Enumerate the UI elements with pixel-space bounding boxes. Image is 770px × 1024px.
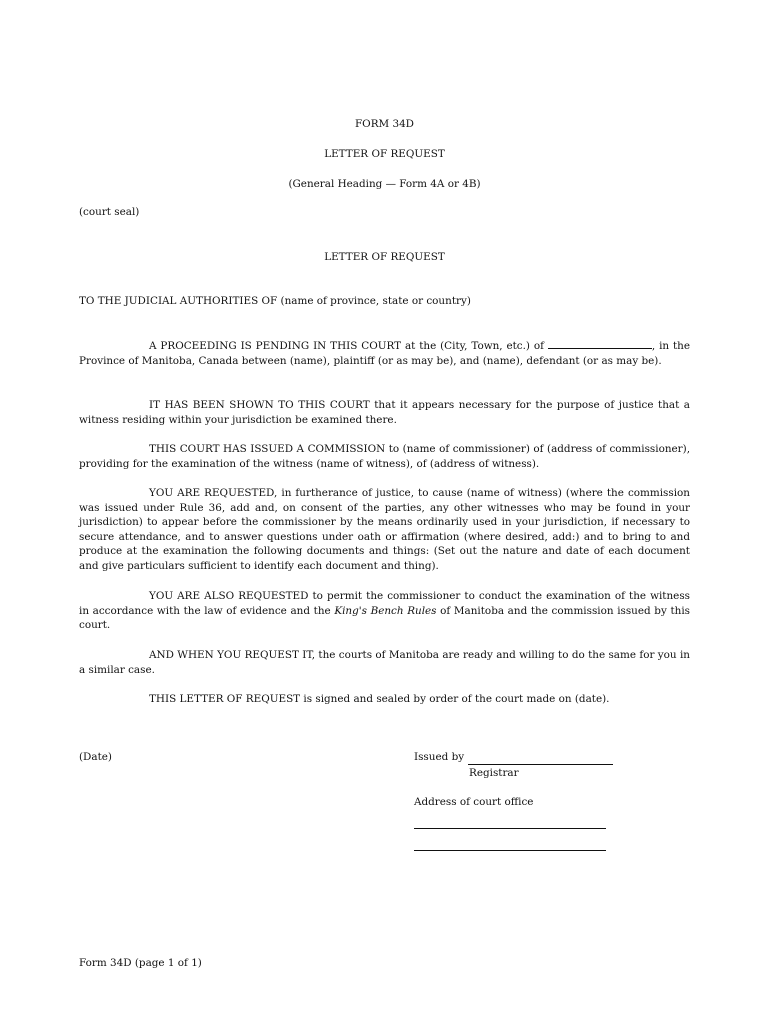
form-number: FORM 34D <box>354 118 415 130</box>
paragraph-shown: IT HAS BEEN SHOWN TO THIS COURT that it appears necessary for the purpose of justice that a witness residing within your jurisdiction be examined there. <box>79 399 690 426</box>
paragraph-requested: YOU ARE REQUESTED, in furtherance of justice, to cause (name of witness) (where the commission was issued under Rule 36, add and, on consent of the parties, any other witnesses who may be found in your jurisdiction) to appear before the commissioner by the means ordinarily used in your jurisdiction, if necessary to secure attendance, and to answer questions under oath or affirmation (where desired, add:) and to bring to and produce at the examination the following documents and things: (Set out the nature and date of each document and give particulars sufficient to identify each document and thing). <box>79 487 690 572</box>
general-heading: (General Heading — Form 4A or 4B) <box>288 178 481 190</box>
registrar-label: Registrar <box>469 767 519 779</box>
page-footer: Form 34D (page 1 of 1) <box>79 957 202 969</box>
paragraph-also-requested-text-b: of Manitoba and the commission issued by this court. <box>79 604 690 632</box>
address-label: Address of court office <box>414 796 534 808</box>
paragraph-proceeding-text-b: , in the Province of Manitoba, Canada between (name), plaintiff (or as may be), and (name), defendant (or as may be). <box>79 340 690 367</box>
addressee-line: TO THE JUDICIAL AUTHORITIES OF (name of province, state or country) <box>79 295 471 307</box>
paragraph-reciprocity: AND WHEN YOU REQUEST IT, the courts of Manitoba are ready and willing to do the same for you in a similar case. <box>79 649 690 676</box>
form-title: LETTER OF REQUEST <box>324 148 445 160</box>
court-seal: (court seal) <box>79 206 140 218</box>
address-line-2 <box>414 850 606 851</box>
paragraph-signed: THIS LETTER OF REQUEST is signed and sealed by order of the court made on (date). <box>149 693 610 705</box>
paragraph-proceeding-text-a: A PROCEEDING IS PENDING IN THIS COURT at the (City, Town, etc.) of <box>149 340 548 352</box>
paragraph-also-requested <box>79 589 690 633</box>
date-label: (Date) <box>79 751 112 763</box>
kings-bench-rules: King's Bench Rules <box>334 604 437 617</box>
address-line-1 <box>414 828 606 829</box>
paragraph-proceeding <box>79 339 690 368</box>
issued-by-label: Issued by <box>414 751 465 763</box>
letter-heading: LETTER OF REQUEST <box>324 251 445 263</box>
paragraph-commission: THIS COURT HAS ISSUED A COMMISSION to (name of commissioner) of (address of commissioner), providing for the examination of the witness (name of witness), of (address of witness). <box>79 443 690 470</box>
paragraph-also-requested-text-a: YOU ARE ALSO REQUESTED to permit the commissioner to conduct the examination of the witness in accordance with the law of evidence and the <box>79 590 690 617</box>
city-blank <box>548 339 652 349</box>
issued-by-line <box>468 764 613 765</box>
